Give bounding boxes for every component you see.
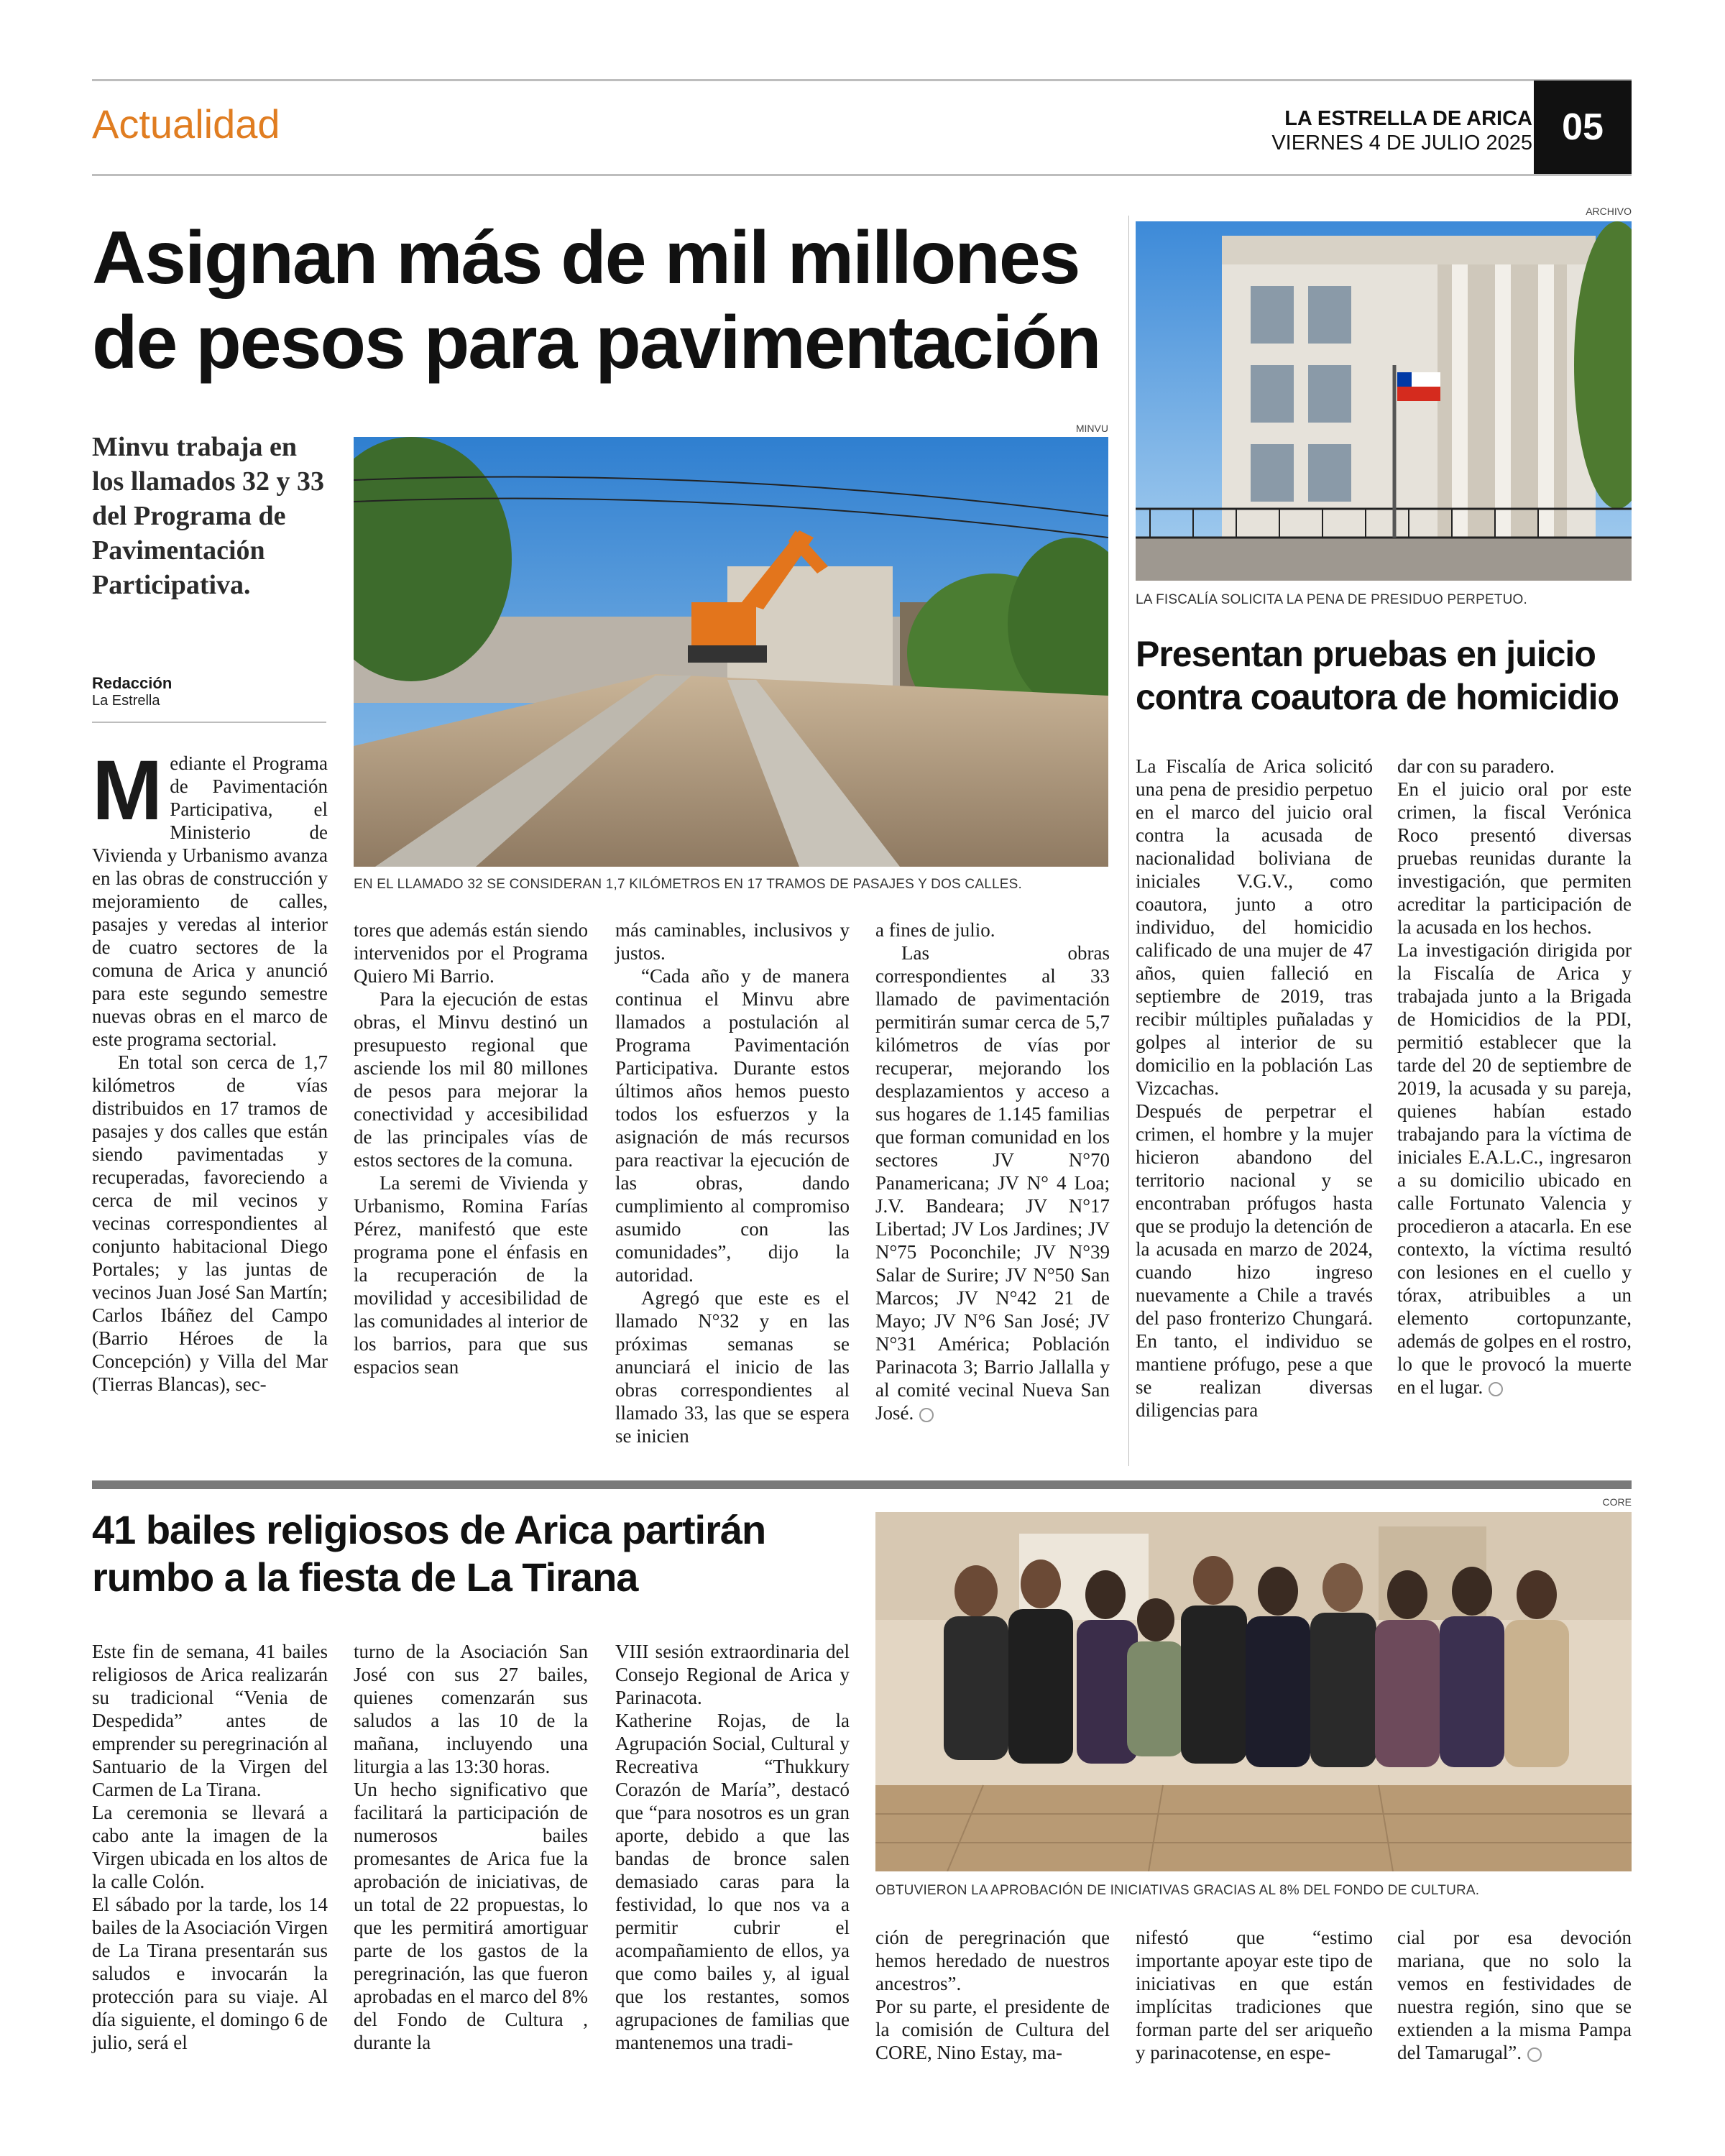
article2-col1-paragraph-2: Después de perpetrar el crimen, el hombre y la mujer hicieron abandono del territorio nacional y se encontraban prófugos hasta que se produjo la detención de la acusada en marzo de 2024, cuando hizo ingreso nuevamente a Chile a través del paso fronterizo Chungará. En tanto, el individuo se mantiene prófugo, pese a que se realizan diversas diligencias para	[1136, 1100, 1373, 1421]
article3-column-3	[615, 1640, 850, 2054]
article3-col3-paragraph-1: VIII sesión extraordinaria del Consejo Regional de Arica y Parinacota.	[615, 1641, 850, 1708]
article1-col1-paragraph-2: En total son cerca de 1,7 kilómetros de vías distribuidos en 17 tramos de pasajes y dos calles que están siendo pavimentadas y recuperadas, favoreciendo a cerca de mil vecinos y vecinas correspondientes al conjunto habitacional Diego Portales; y las juntas de vecinos Juan José San Martín; Carlos Ibáñez del Campo (Barrio Héroes de la Concepción) y Villa del Mar (Tierras Blancas), sec-	[92, 1051, 328, 1395]
article3-col4-paragraph-1: ción de peregrinación que hemos heredado de nuestros ancestros”.	[875, 1927, 1110, 1994]
end-of-article-icon	[1489, 1382, 1503, 1396]
section-divider	[92, 1480, 1632, 1489]
street-paving-photo	[354, 437, 1108, 867]
article3-column-2	[354, 1640, 588, 2054]
article2-headline: Presentan pruebas en juicio contra coautora de homicidio	[1136, 634, 1619, 717]
article3-column-5	[1136, 1926, 1373, 2064]
article1-column-1	[92, 743, 328, 1396]
article1-col3-paragraph-2: “Cada año y de manera continua el Minvu abre llamados a postulación al Programa Pavimentación Participativa. Durante estos últimos años hemos puesto todos los esfuerzos y la asignación de más recursos para reactivar la ejecución de las obras, dando cumplimiento al compromiso asumido con las comunidades”, dijo la autoridad.	[615, 965, 850, 1286]
article1-col4-paragraph-2: Las obras correspondientes al 33 llamado de pavimentación permitirán sumar cerca de 5,7 kilómetros de vías por recuperar, mejorando los desplazamientos y acceso a sus hogares de 1.145 familias que forman comunidad en los sectores JV N°70 Panamericana; JV N° 4 Loa; J.V. Bandeara; JV N°17 Libertad; JV Los Jardines; JV N°75 Poconchile; JV N°39 Salar de Surire; JV N°50 San Marcos; JV N°42 21 de Mayo; JV N°6 San José; JV N°31 América; Población Parinacota 3; Barrio Jallalla y al comité vecinal Nueva San José.	[875, 942, 1110, 1424]
article3-col5-paragraph-1: nifestó que “estimo importante apoyar este tipo de iniciativas en que están implícitas tradiciones que forman parte del ser ariqueño y parinacotense, en espe-	[1136, 1927, 1373, 2063]
article2-col1-paragraph-1: La Fiscalía de Arica solicitó una pena de presidio perpetuo en el marco del juicio oral contra la acusada de nacionalidad boliviana de iniciales V.G.V., como coautora, junto a otro individuo, del homicidio calificado de una mujer de 47 años, quien falleció en septiembre de 2019, tras recibir múltiples puñaladas y golpes al interior de su domicilio en la población Las Vizcachas.	[1136, 755, 1373, 1099]
article3-col1-paragraph-3: El sábado por la tarde, los 14 bailes de la Asociación Virgen de La Tirana presentarán sus saludos e invocarán la protección para su viaje. Al día siguiente, el domingo 6 de julio, será el	[92, 1894, 328, 2053]
article1-byline	[92, 674, 172, 709]
article3-col4-paragraph-2: Por su parte, el presidente de la comisión de Cultura del CORE, Nino Estay, ma-	[875, 1996, 1110, 2063]
article1-column-2	[354, 918, 588, 1378]
article1-col1-paragraph-1: Mediante el Programa de Pavimentación Participativa, el Ministerio de Vivienda y Urbanismo avanza en las obras de construcción y mejoramiento de calles, pasajes y veredas al interior de cuatro sectores de la comuna de Arica y anunció para este segundo semestre nuevas obras en el marco de este programa sectorial.	[92, 743, 328, 1050]
article2-col2-paragraph-3: La investigación dirigida por la Fiscalía de Arica y trabajada junto a la Brigada de Homicidios de la PDI, permitió establecer que la tarde del 20 de septiembre de 2019, la acusada y su pareja, quienes habían estado trabajando para la víctima de iniciales E.A.L.C., ingresaron a su domicilio ubicado en calle Fortunato Valencia y procedieron a atacarla. En ese contexto, la víctima resultó con lesiones en el cuello y tórax, atribuibles a un elemento cortopunzante, además de golpes en el rostro, lo que le provocó la muerte en el lugar.	[1397, 939, 1632, 1398]
article1-headline: Asignan más de mil millones de pesos para pavimentación	[92, 216, 1100, 384]
article3-col6-paragraph-1: cial por esa devoción mariana, que no solo la vemos en festividades de nuestra región, sino que se extienden a la misma Pampa del Tamarugal”.	[1397, 1927, 1632, 2063]
article1-col3-paragraph-1: más caminables, inclusivos y justos.	[615, 919, 850, 964]
group-meeting-photo	[875, 1512, 1632, 1871]
article3-column-4	[875, 1926, 1110, 2064]
article1-photo-credit: MINVU	[1075, 423, 1108, 434]
article3-photo-caption: OBTUVIERON LA APROBACIÓN DE INICIATIVAS GRACIAS AL 8% DEL FONDO DE CULTURA.	[875, 1883, 1480, 1898]
article2-col2-paragraph-2: En el juicio oral por este crimen, la fiscal Verónica Roco presentó diversas pruebas reunidas durante la investigación, que permiten acreditar la participación de la acusada en los hechos.	[1397, 778, 1632, 938]
article3-col2-paragraph-1: turno de la Asociación San José con sus 27 bailes, quienes comenzarán sus saludos a las 10 de la mañana, incluyendo una liturgia a las 13:30 horas.	[354, 1641, 588, 1777]
article2-photo-caption: LA FISCALÍA SOLICITA LA PENA DE PRESIDUO PERPETUO.	[1136, 592, 1527, 607]
newspaper-name: LA ESTRELLA DE ARICA	[1284, 107, 1532, 130]
byline-outlet: La Estrella	[92, 693, 160, 709]
article3-col1-paragraph-1: Este fin de semana, 41 bailes religiosos de Arica realizarán su tradicional “Venia de Despedida” antes de emprender su peregrinación al Santuario de la Virgen del Carmen de La Tirana.	[92, 1641, 328, 1800]
article2-col2-paragraph-1: dar con su paradero.	[1397, 755, 1555, 777]
page-number: 05	[1534, 80, 1632, 174]
dropcap: M	[92, 743, 163, 838]
article1-col2-paragraph-3: La seremi de Vivienda y Urbanismo, Romina Farías Pérez, manifestó que este programa pone el énfasis en la recuperación de la movilidad y accesibilidad de las comunidades al interior de los barrios, para que sus espacios sean	[354, 1172, 588, 1378]
byline-rule	[92, 722, 326, 723]
article1-col2-paragraph-2: Para la ejecución de estas obras, el Minvu destinó un presupuesto regional que asciende los mil 80 millones de pesos para mejorar la conectividad y accesibilidad de las principales vías de estos sectores de la comuna.	[354, 988, 588, 1171]
courthouse-photo	[1136, 221, 1632, 581]
article1-col2-paragraph-1: tores que además están siendo intervenidos por el Programa Quiero Mi Barrio.	[354, 919, 588, 987]
article2-column-1	[1136, 755, 1373, 1422]
article1-col4-paragraph-1: a fines de julio.	[875, 919, 995, 941]
section-label: Actualidad	[92, 101, 280, 147]
end-of-article-icon	[919, 1408, 934, 1422]
end-of-article-icon	[1527, 2047, 1542, 2062]
article1-photo-caption: EN EL LLAMADO 32 SE CONSIDERAN 1,7 KILÓMETROS EN 17 TRAMOS DE PASAJES Y DOS CALLES.	[354, 877, 1022, 892]
article3-column-6	[1397, 1926, 1632, 2064]
article1-col3-paragraph-3: Agregó que este es el llamado N°32 y en las próximas semanas se anunciará el inicio de las obras correspondientes al llamado 33, las que se espera se inicien	[615, 1287, 850, 1447]
article1-column-4	[875, 918, 1110, 1424]
article2-photo-credit: ARCHIVO	[1586, 206, 1632, 217]
article2-column-2	[1397, 755, 1632, 1399]
newspaper-masthead	[1271, 106, 1532, 155]
article3-headline: 41 bailes religiosos de Arica partirán rumbo a la fiesta de La Tirana	[92, 1507, 766, 1600]
article1-column-3	[615, 918, 850, 1447]
article3-col2-paragraph-2: Un hecho significativo que facilitará la participación de numerosos bailes promesantes de Arica fue la aprobación de iniciativas, de un total de 22 propuestas, lo que les permitirá amortiguar parte de los gastos de la peregrinación, las que fueron aprobadas en el marco del 8% del Fondo de Cultura , durante la	[354, 1779, 588, 2053]
article1-lead: Minvu trabaja en los llamados 32 y 33 del Programa de Pavimentación Participativa.	[92, 432, 325, 600]
byline-name: Redacción	[92, 674, 172, 692]
header-rule	[92, 174, 1632, 176]
article3-col3-paragraph-2: Katherine Rojas, de la Agrupación Social, Cultural y Recreativa “Thukkury Corazón de María”, destacó que “para nosotros es un gran aporte, debido a que las bandas de bronce salen demasiado caras para la festividad, lo que nos va a permitir cubrir el acompañamiento de ellos, ya que como bailes y, al igual que los restantes, somos agrupaciones de familias que mantenemos una tradi-	[615, 1710, 850, 2053]
article3-col1-paragraph-2: La ceremonia se llevará a cabo ante la imagen de la Virgen ubicada en los altos de la calle Colón.	[92, 1802, 328, 1892]
article3-photo-credit: CORE	[1602, 1496, 1632, 1508]
article3-column-1	[92, 1640, 328, 2054]
column-divider	[1128, 216, 1129, 1466]
top-rule	[92, 79, 1632, 81]
issue-date: VIERNES 4 DE JULIO 2025	[1271, 132, 1532, 155]
